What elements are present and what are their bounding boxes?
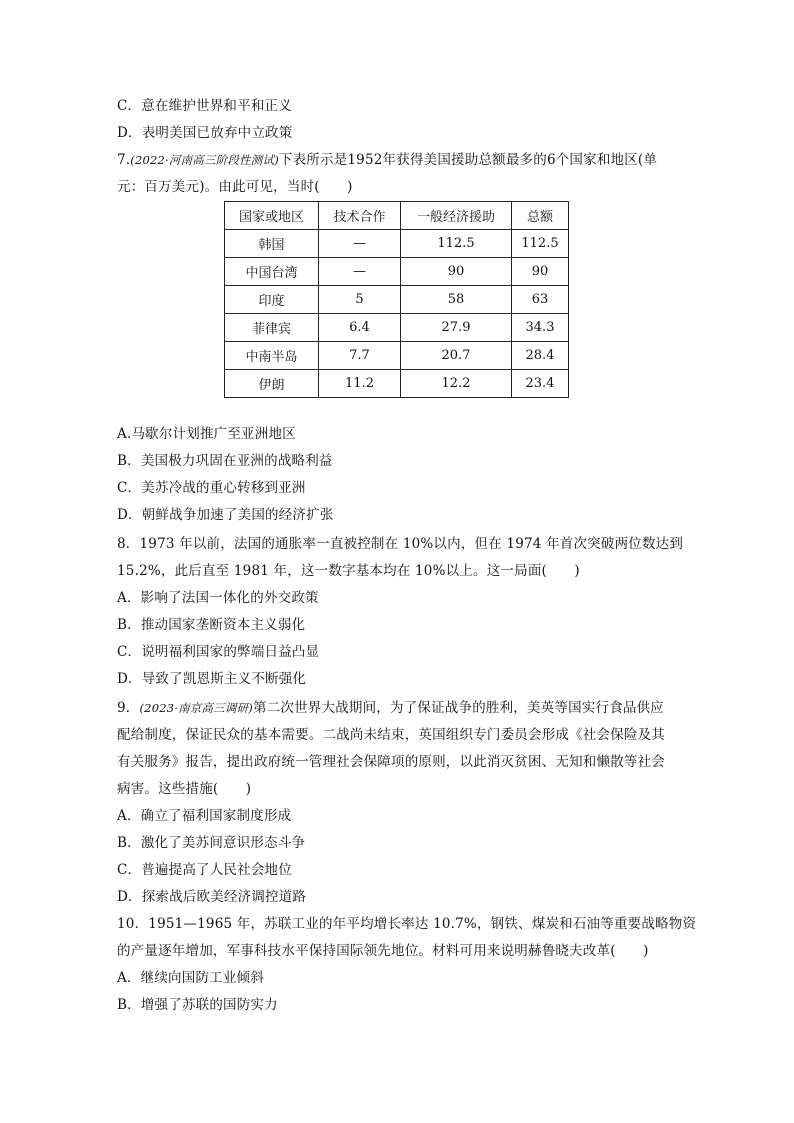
q8-option-a: A．影响了法国一体化的外交政策 [117,590,319,606]
q9-option-c: C．普遍提高了人民社会地位 [117,862,292,878]
q9-stem-text: 第二次世界大战期间，为了保证战争的胜利，美英等国实行食品供应 [253,700,664,716]
q7-option-c: C．美苏冷战的重心转移到亚洲 [117,480,306,496]
q10-stem-line-1: 10．1951—1965 年，苏联工业的年平均增长率达 10.7%，钢铁、煤炭和石油等重要战略物资 [117,916,697,932]
q8-stem-line-1: 8．1973 年以前，法国的通胀率一直被控制在 10%以内，但在 1974 年首次突破两位数达到 [117,536,684,552]
q7-number: 7. [117,152,131,168]
q7-stem-line-1 [117,150,687,170]
q7-option-d: D．朝鲜战争加速了美国的经济扩张 [117,507,334,523]
table-cell: 中南半岛 [225,342,319,370]
q9-option-d: D．探索战后欧美经济调控道路 [117,889,307,905]
table-cell: 韩国 [225,230,319,258]
table-row [225,342,569,370]
table-cell: 菲律宾 [225,314,319,342]
table-row [225,314,569,342]
table-header-cell: 一般经济援助 [401,202,512,230]
table-cell: 23.4 [512,370,569,398]
table-cell: 112.5 [512,230,569,258]
q10-stem-line-2: 的产量逐年增加，军事科技水平保持国际领先地位。材料可用来说明赫鲁晓夫改革( ) [117,943,649,959]
q8-option-d: D．导致了凯恩斯主义不断强化 [117,671,307,687]
table-cell: — [319,258,401,286]
table-row [225,230,569,258]
table-cell: 5 [319,286,401,314]
table-header-row [225,202,569,230]
q10-option-b: B．增强了苏联的国防实力 [117,997,278,1013]
table-cell: 印度 [225,286,319,314]
q9-source: (2023·南京高三调研) [139,701,253,715]
table-header-cell: 国家或地区 [225,202,319,230]
table-row [225,286,569,314]
q9-option-b: B．激化了美苏间意识形态斗争 [117,835,306,851]
q9-stem-line-2: 配给制度，保证民众的基本需要。二战尚未结束，英国组织专门委员会形成《社会保险及其 [117,727,665,743]
table-cell: 27.9 [401,314,512,342]
q9-stem-line-3: 有关服务》报告，提出政府统一管理社会保障项的原则，以此消灭贫困、无知和懒散等社会 [117,754,665,770]
table-cell: 112.5 [401,230,512,258]
table-cell: 34.3 [512,314,569,342]
table-cell: 90 [401,258,512,286]
q8-option-c: C．说明福利国家的弊端日益凸显 [117,644,320,660]
q6-option-c: C．意在维护世界和平和正义 [117,98,292,114]
q7-option-a: A.马歇尔计划推广至亚洲地区 [117,426,296,442]
table-cell: 90 [512,258,569,286]
table-cell: — [319,230,401,258]
q7-option-b: B．美国极力巩固在亚洲的战略利益 [117,453,333,469]
q9-stem-line-4: 病害。这些措施( ) [117,781,252,797]
q9-number: 9． [117,700,140,716]
q9-option-a: A．确立了福利国家制度形成 [117,808,292,824]
table-cell: 12.2 [401,370,512,398]
q7-stem-text: 下表所示是1952年获得美国援助总额最多的6个国家和地区(单 [278,152,658,168]
q8-option-b: B．推动国家垄断资本主义弱化 [117,617,306,633]
table-cell: 11.2 [319,370,401,398]
table-cell: 伊朗 [225,370,319,398]
q6-option-d: D．表明美国已放弃中立政策 [117,125,293,141]
table-cell: 58 [401,286,512,314]
table-cell: 中国台湾 [225,258,319,286]
table-row [225,370,569,398]
table-header-cell: 总额 [512,202,569,230]
table-cell: 7.7 [319,342,401,370]
table-cell: 63 [512,286,569,314]
table-cell: 20.7 [401,342,512,370]
table-cell: 6.4 [319,314,401,342]
q7-stem-line-2: 元：百万美元)。由此可见，当时( ) [117,179,353,195]
q7-source: (2022·河南高三阶段性测试) [130,153,279,167]
table-row [225,258,569,286]
table-header-cell: 技术合作 [319,202,401,230]
aid-table [224,201,569,398]
q8-stem-line-2: 15.2%，此后直至 1981 年，这一数字基本均在 10%以上。这一局面( ) [117,563,580,579]
table-cell: 28.4 [512,342,569,370]
q10-option-a: A．继续向国防工业倾斜 [117,970,264,986]
q9-stem-line-1 [117,698,687,718]
